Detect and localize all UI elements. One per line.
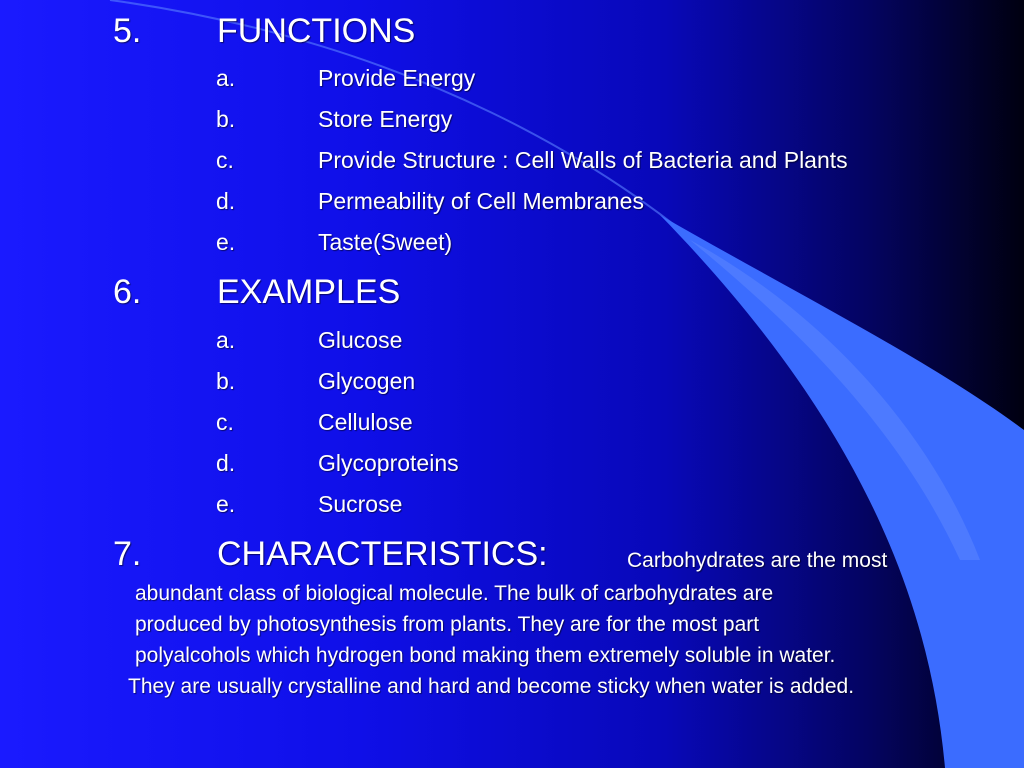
functions-item-c-text: Provide Structure : Cell Walls of Bacteria and Plants (318, 147, 848, 173)
characteristics-line-3: polyalcohols which hydrogen bond making them extremely soluble in water. (135, 644, 836, 667)
characteristics-line-4: They are usually crystalline and hard and become sticky when water is added. (128, 675, 855, 698)
characteristics-line-1: abundant class of biological molecule. The bulk of carbohydrates are (135, 582, 774, 605)
examples-item-e-text: Sucrose (318, 491, 403, 517)
examples-item-c-text: Cellulose (318, 409, 413, 435)
examples-item-d-letter: d. (216, 450, 236, 476)
functions-item-c-letter: c. (216, 147, 234, 173)
functions-item-b-letter: b. (216, 106, 236, 132)
functions-item-d-text: Permeability of Cell Membranes (318, 188, 644, 214)
functions-item-e-letter: e. (216, 229, 236, 255)
functions-item-d-letter: d. (216, 188, 236, 214)
examples-item-a-text: Glucose (318, 327, 403, 353)
functions-item-a-letter: a. (216, 65, 236, 91)
section-7-number: 7. (113, 535, 142, 573)
examples-item-b-letter: b. (216, 368, 236, 394)
section-6-title: EXAMPLES (217, 273, 401, 311)
examples-item-c-letter: c. (216, 409, 234, 435)
section-6-number: 6. (113, 273, 142, 311)
functions-item-e-text: Taste(Sweet) (318, 229, 453, 255)
section-5-number: 5. (113, 12, 142, 50)
examples-item-e-letter: e. (216, 491, 236, 517)
examples-item-b-text: Glycogen (318, 368, 416, 394)
section-5-title: FUNCTIONS (217, 12, 416, 50)
examples-item-d-text: Glycoproteins (318, 450, 459, 476)
examples-item-a-letter: a. (216, 327, 236, 353)
characteristics-lead-text: Carbohydrates are the most (627, 549, 888, 572)
characteristics-line-2: produced by photosynthesis from plants. They are for the most part (135, 613, 760, 636)
functions-item-b-text: Store Energy (318, 106, 453, 132)
functions-item-a-text: Provide Energy (318, 65, 476, 91)
section-7-title: CHARACTERISTICS: (217, 535, 548, 573)
